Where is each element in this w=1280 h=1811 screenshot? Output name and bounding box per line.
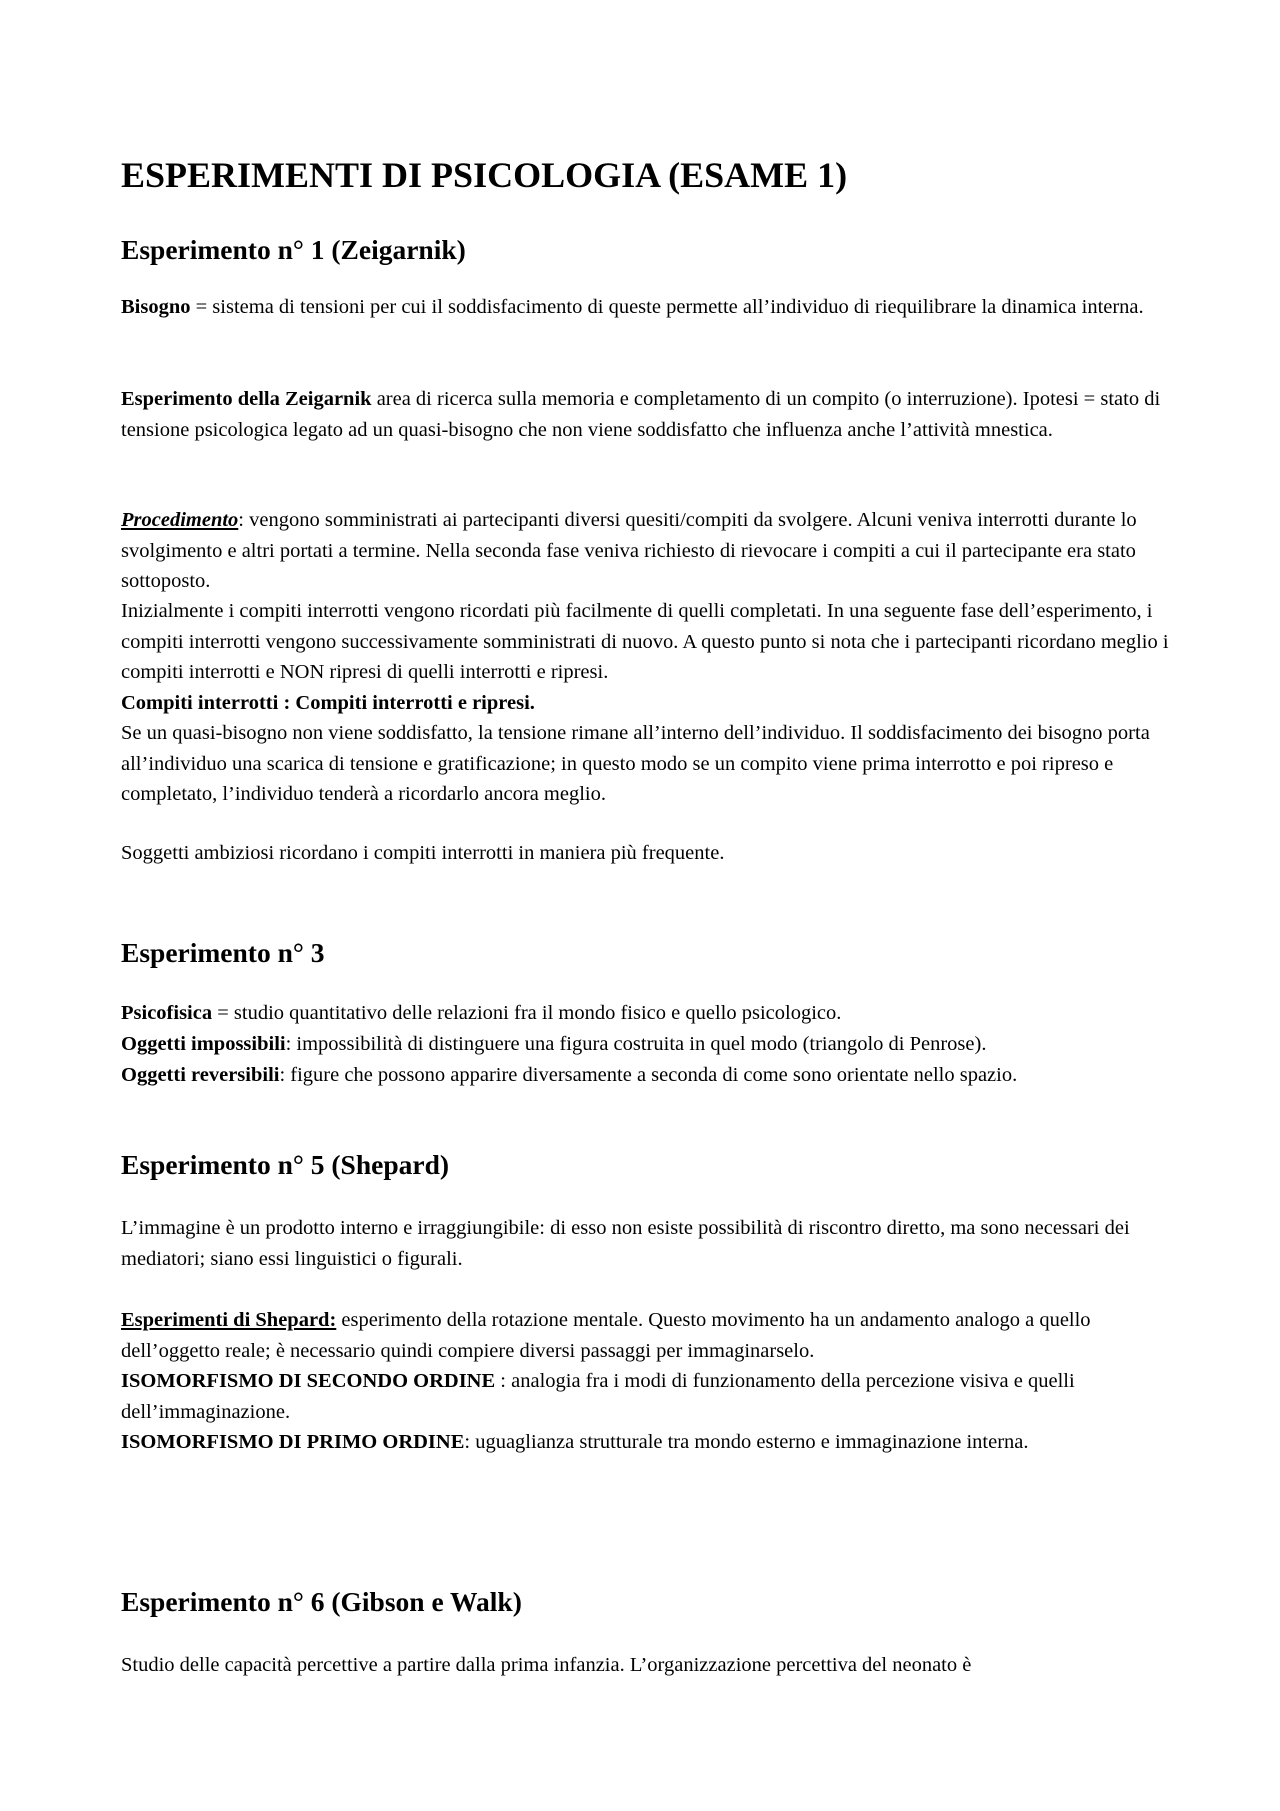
paragraph-shepard xyxy=(121,1305,1171,1366)
term-shepard: Esperimenti di Shepard: xyxy=(121,1309,337,1331)
text-zeigarnik: area di ricerca sulla memoria e completamento di un compito (o interruzione). Ipotesi = stato di tensione psicologica legato ad un quasi-bisogno che non viene soddisfatto che influenza anche l’attività mnestica. xyxy=(121,388,1161,441)
paragraph-quasi-bisogno: Se un quasi-bisogno non viene soddisfatto, la tensione rimane all’interno dell’individuo. Il soddisfacimento dei bisogno porta all’individuo una scarica di tensione e gratificazione; in questo modo se un compito viene prima interrotto e poi ripreso e completato, l’individuo tenderà a ricordarlo ancora meglio. xyxy=(121,722,1150,805)
paragraph-isomorfismo-secondo xyxy=(121,1366,1171,1427)
text-oggetti-impossibili: : impossibilità di distinguere una figura costruita in quel modo (triangolo di Penrose). xyxy=(285,1033,987,1055)
text-shepard: esperimento della rotazione mentale. Questo movimento ha un andamento analogo a quello dell’oggetto reale; è necessario quindi compiere diversi passaggi per immaginarselo. xyxy=(121,1309,1091,1362)
term-bisogno: Bisogno xyxy=(121,296,191,318)
text-isomorfismo-primo: : uguaglianza strutturale tra mondo esterno e immaginazione interna. xyxy=(464,1431,1029,1453)
term-oggetti-impossibili: Oggetti impossibili xyxy=(121,1033,286,1055)
paragraph-immagine: L’immagine è un prodotto interno e irraggiungibile: di esso non esiste possibilità di riscontro diretto, ma sono necessari dei mediatori; siano essi linguistici o figurali. xyxy=(121,1217,1130,1270)
text-psicofisica: = studio quantitativo delle relazioni fra il mondo fisico e quello psicologico. xyxy=(212,1002,842,1024)
term-isomorfismo-primo: ISOMORFISMO DI PRIMO ORDINE xyxy=(121,1431,465,1453)
section-heading-exp1: Esperimento n° 1 (Zeigarnik) xyxy=(121,234,466,265)
text-isomorfismo-secondo: : analogia fra i modi di funzionamento della percezione visiva e quelli dell’immaginazione. xyxy=(121,1370,1075,1423)
text-procedimento: : vengono somministrati ai partecipanti diversi quesiti/compiti da svolgere. Alcuni veniva interrotti durante lo svolgimento e altri portati a termine. Nella seconda fase veniva richiesto di rievocare i compiti a cui il partecipante era stato sottoposto. xyxy=(121,509,1137,592)
section-heading-exp3: Esperimento n° 3 xyxy=(121,937,325,968)
document-title: ESPERIMENTI DI PSICOLOGIA (ESAME 1) xyxy=(121,155,848,195)
section-heading-exp5: Esperimento n° 5 (Shepard) xyxy=(121,1149,450,1180)
term-procedimento: Procedimento xyxy=(121,509,239,531)
paragraph-oggetti-impossibili xyxy=(121,1029,1171,1060)
term-psicofisica: Psicofisica xyxy=(121,1002,213,1024)
section-heading-exp6: Esperimento n° 6 (Gibson e Walk) xyxy=(121,1586,522,1617)
term-isomorfismo-secondo: ISOMORFISMO DI SECONDO ORDINE xyxy=(121,1370,496,1392)
paragraph-procedimento xyxy=(121,505,1171,597)
paragraph-bisogno xyxy=(121,292,1171,323)
paragraph-inizialmente: Inizialmente i compiti interrotti vengono ricordati più facilmente di quelli completati. In una seguente fase dell’esperimento, i compiti interrotti vengono successivamente somministrati di nuovo. A questo punto si nota che i partecipanti ricordano meglio i compiti interrotti e NON ripresi di quelli interrotti e ripresi. xyxy=(121,600,1169,683)
text-bisogno: = sistema di tensioni per cui il soddisfacimento di queste permette all’individuo di riequilibrare la dinamica interna. xyxy=(190,296,1144,318)
paragraph-zeigarnik xyxy=(121,384,1171,445)
paragraph-studio: Studio delle capacità percettive a partire dalla prima infanzia. L’organizzazione percettiva del neonato è xyxy=(121,1654,972,1676)
term-oggetti-reversibili: Oggetti reversibili xyxy=(121,1064,280,1086)
term-zeigarnik: Esperimento della Zeigarnik xyxy=(121,388,372,410)
paragraph-ambiziosi: Soggetti ambiziosi ricordano i compiti interrotti in maniera più frequente. xyxy=(121,842,725,864)
paragraph-oggetti-reversibili xyxy=(121,1060,1171,1091)
paragraph-isomorfismo-primo xyxy=(121,1427,1171,1458)
text-oggetti-reversibili: : figure che possono apparire diversamente a seconda di come sono orientate nello spazio. xyxy=(279,1064,1018,1086)
paragraph-ratio: Compiti interrotti : Compiti interrotti e ripresi. xyxy=(121,692,535,714)
paragraph-psicofisica xyxy=(121,998,1171,1029)
